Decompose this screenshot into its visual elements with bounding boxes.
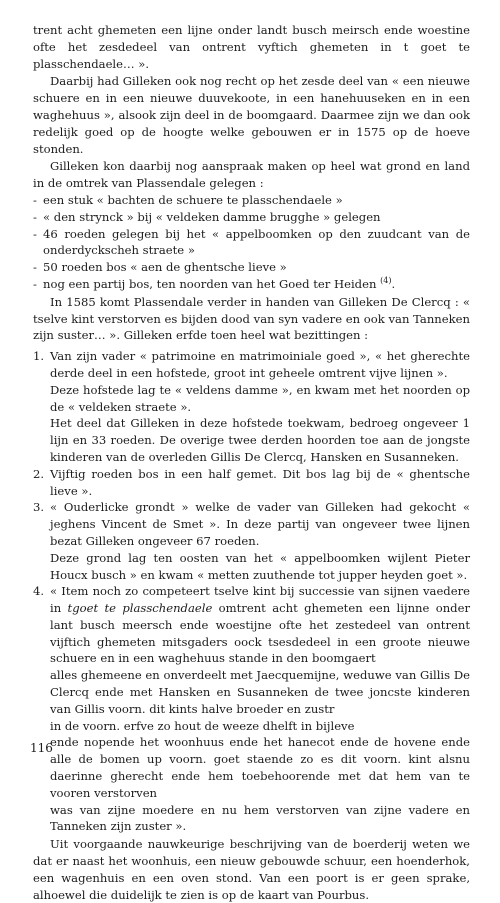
item-text: alles ghemeene en onverdeelt met Jaecquemijne, weduwe van Gillis De Clercq ende met Hansken en Susanneken de twee joncste kinderen van Gillis voorn. dit kints halve broeder en zustr <box>50 668 470 716</box>
list-item-text: 46 roeden gelegen bij het « appelboomken op den zuudcant van de onderdyckscheh straete » <box>43 226 470 258</box>
item-text: Deze grond lag ten oosten van het « appelboomken wijlent Pieter Houcx busch » en kwam « metten zuuthende tot jupper heyden goet ». <box>50 550 470 582</box>
list-item <box>33 192 470 209</box>
numbered-item <box>33 583 470 835</box>
list-item <box>33 226 470 260</box>
item-text: ende nopende het woonhuus ende het hanecot ende de hovene ende alle de bomen up voorn. goet staende zo es dit voorn. kint alsnu daerinne gherecht ende hem toebehoorende met dat hem van te vooren verstorven <box>50 735 470 800</box>
quote-continuation: omtrent acht ghemeten een lijnne onder lant busch meersch ende woestijne ofte het zestedeel van ontrent vijftich ghemeten mitsgaders oock tsesdedeel in een groote nieuwe schuere en in een waghehuus standе in den boomgaert <box>50 601 470 666</box>
paragraph-land-intro: Gilleken kon daarbij nog aanspraak maken op heel wat grond en land in de omtrek van Plassendale gelegen : <box>33 159 470 191</box>
numbered-item <box>33 466 470 500</box>
item-number: 3. <box>33 500 45 515</box>
dash-mark: - <box>33 276 37 291</box>
italic-place-name: tgoet te plasschendaele <box>67 601 213 616</box>
item-text: Deze hofstede lag te « veldens damme », en kwam met het noorden op de « veldeken straete ». <box>50 382 470 414</box>
numbered-item <box>33 348 470 466</box>
item-text: was van zijne moedere en nu hem verstorven van zijne vadere en Tanneken zijn zuster ». <box>50 802 470 834</box>
dash-mark: - <box>33 209 37 224</box>
item-text: in de voorn. erfve zo hout de weeze dhelft in bijleve <box>50 718 355 733</box>
inheritance-list <box>33 348 470 835</box>
item-text: Het deel dat Gilleken in deze hofstede toekwam, bedroeg ongeveer 1 lijn en 33 roeden. De overige twee derden hoorden toe aan de jongste kinderen van de overleden Gillis De Clercq, Hansken en Susanneken. <box>50 416 470 464</box>
paragraph-buildings: Daarbij had Gilleken ook nog recht op het zesde deel van « een nieuwe schuere en in een nieuwe duuvekoote, in een hanehuuseken en in een waghehuus », alsook zijn deel in de boomgaard. Daarmee zijn we dan ook redelijk goed op de hoogte welke gebouwen er in 1575 op de hoeve stonden. <box>33 74 470 156</box>
paragraph-continuation: trent acht ghemeten een lijne onder landt busch meirsch ende woestine ofte het zesdedeel van ontrent vyftich ghemeten in t goet te plasschendaele… ». <box>33 23 470 71</box>
list-item <box>33 209 470 226</box>
item-text <box>50 583 470 667</box>
item-text: « Ouderlicke grondt » welke de vader van Gilleken had gekocht « jeghens Vincent de Smet ». In deze partij van ongeveer twee lijnen bezat Gilleken ongeveer 67 roeden. <box>50 500 470 548</box>
item-text: Van zijn vader « patrimoine en matrimoiniale goed », « het gherechte derde deel in een hofstede, groot int geheele omtrent vijve lijnen ». <box>50 349 470 380</box>
item-text: Vijftig roeden bos in een half gemet. Dit bos lag bij de « ghentsche lieve ». <box>50 466 470 498</box>
land-list <box>33 192 470 293</box>
item-number: 1. <box>33 349 45 364</box>
list-item-text: nog een partij bos, ten noorden van het Goed ter Heiden <box>43 276 377 291</box>
list-item-end: . <box>391 276 396 291</box>
list-item-text: « den strynck » bij « veldeken damme brugghe » gelegen <box>43 209 381 224</box>
dash-mark: - <box>33 260 37 275</box>
dash-mark: - <box>33 192 37 207</box>
page-number: 116 <box>30 741 53 755</box>
paragraph-conclusion: Uit voorgaande nauwkeurige beschrijving van de boerderij weten we dat er naast het woonhuis, een nieuw gebouwde schuur, een hoenderhok, een wagenhuis en een oven stond. Van een poort is er geen sprake, alhoewel die duidelijk te zien is op de kaart van Pourbus. <box>33 837 470 902</box>
list-item <box>33 259 470 276</box>
numbered-item <box>33 499 470 583</box>
item-number: 2. <box>33 466 45 481</box>
quote-start: « Item noch zo competeert tselve kint bij successie van sijnen vaedere in <box>50 584 470 616</box>
paragraph-1585: In 1585 komt Plassendale verder in handen van Gilleken De Clercq : « tselve kint verstorven es bijden dood van syn vadere en ook van Tanneken zijn suster… ». Gilleken erfde toen heel wat bezittingen : <box>33 294 470 343</box>
item-number: 4. <box>33 584 45 599</box>
list-item-text: 50 roeden bos « aen de ghentsche lieve » <box>43 260 287 275</box>
list-item <box>33 276 470 293</box>
dash-mark: - <box>33 226 37 241</box>
footnote-reference: (4) <box>380 276 392 286</box>
list-item-text: een stuk « bachten de schuere te plasschendaele » <box>43 192 343 207</box>
